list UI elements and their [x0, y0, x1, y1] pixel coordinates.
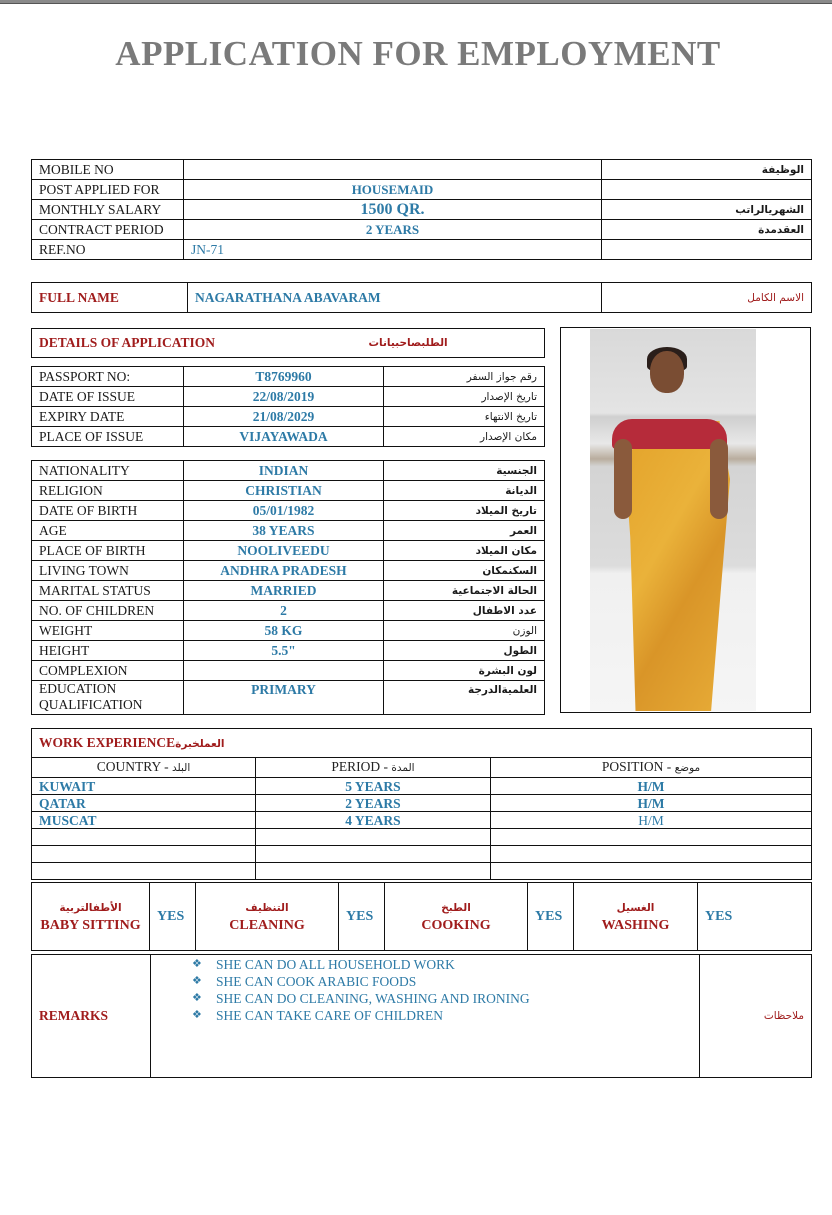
table-header-row [32, 758, 812, 778]
remarks-text: SHE CAN TAKE CARE OF CHILDREN [216, 1008, 444, 1023]
skill-label-en: COOKING [421, 917, 491, 933]
table-row [32, 387, 545, 407]
work-position: H/M [491, 812, 812, 829]
table-row [32, 367, 545, 387]
mobile-value [184, 160, 602, 180]
dob-value: 05/01/1982 [184, 501, 384, 521]
remarks-list [158, 956, 692, 1024]
table-row [32, 220, 812, 240]
job-arabic-label: الوظيفة [602, 160, 812, 180]
education-value: PRIMARY [184, 681, 384, 715]
work-experience-title-ar: العملخبرة [175, 737, 225, 750]
remarks-arabic-label: ملاحظات [700, 955, 812, 1078]
remarks-list-item [186, 990, 692, 1007]
remarks-list-item [186, 956, 692, 973]
remarks-content [151, 955, 700, 1078]
weight-arabic: الوزن [384, 621, 545, 641]
religion-arabic: الديانة [384, 481, 545, 501]
details-header-label: DETAILS OF APPLICATION [32, 329, 362, 358]
work-country [32, 863, 256, 880]
living-town-value: ANDHRA PRADESH [184, 561, 384, 581]
column-header-country [32, 758, 256, 778]
skill-label-ar: الأطفالتربية [59, 901, 122, 914]
religion-value: CHRISTIAN [184, 481, 384, 501]
top-border-bar [0, 0, 832, 4]
remarks-list-item [186, 973, 692, 990]
skill-cleaning-value: YES [339, 883, 385, 951]
work-position: H/M [491, 778, 812, 795]
marital-value: MARRIED [184, 581, 384, 601]
work-period: 4 YEARS [256, 812, 491, 829]
date-issue-label: DATE OF ISSUE [32, 387, 184, 407]
table-row [32, 427, 545, 447]
job-info-table [31, 159, 812, 260]
work-period [256, 863, 491, 880]
work-period [256, 846, 491, 863]
table-row [32, 561, 545, 581]
education-arabic: العلميةالدرجة [384, 681, 545, 715]
place-issue-label: PLACE OF ISSUE [32, 427, 184, 447]
passport-no-value: T8769960 [184, 367, 384, 387]
marital-arabic: الحالة الاجتماعية [384, 581, 545, 601]
table-row [32, 283, 812, 313]
pob-label: PLACE OF BIRTH [32, 541, 184, 561]
remarks-text: SHE CAN DO ALL HOUSEHOLD WORK [216, 957, 455, 972]
table-row [32, 160, 812, 180]
table-row [32, 601, 545, 621]
table-row [32, 481, 545, 501]
nationality-label: NATIONALITY [32, 461, 184, 481]
table-row [32, 846, 812, 863]
date-issue-arabic: تاريخ الإصدار [384, 387, 545, 407]
photo-arm-left [614, 439, 632, 519]
table-row [32, 795, 812, 812]
work-position [491, 863, 812, 880]
column-header-en: POSITION - [601, 759, 672, 774]
salary-label: MONTHLY SALARY [32, 200, 184, 220]
diamond-bullet-icon: ❖ [192, 975, 202, 987]
full-name-value: NAGARATHANA ABAVARAM [188, 283, 602, 313]
weight-value: 58 KG [184, 621, 384, 641]
age-value: 38 YEARS [184, 521, 384, 541]
complexion-arabic: لون البشرة [384, 661, 545, 681]
table-row [32, 641, 545, 661]
height-arabic: الطول [384, 641, 545, 661]
skill-label-ar: الغسيل [616, 901, 655, 914]
education-label-line2: QUALIFICATION [39, 697, 143, 712]
applicant-photo [590, 329, 756, 711]
full-name-label: FULL NAME [32, 283, 188, 313]
table-row [32, 461, 545, 481]
column-header-ar: المدة [391, 762, 415, 774]
remarks-list-item [186, 1007, 692, 1024]
table-row [32, 180, 812, 200]
skill-label-ar: الطبخ [441, 901, 471, 914]
post-label: POST APPLIED FOR [32, 180, 184, 200]
table-row [32, 729, 812, 758]
weight-label: WEIGHT [32, 621, 184, 641]
skill-label-en: CLEANING [229, 917, 305, 933]
photo-arm-right [710, 439, 728, 519]
column-header-period [256, 758, 491, 778]
column-header-en: COUNTRY - [96, 759, 169, 774]
table-row [32, 581, 545, 601]
table-row [32, 407, 545, 427]
mobile-label: MOBILE NO [32, 160, 184, 180]
post-arabic-label [602, 180, 812, 200]
skill-washing-value: YES [698, 883, 812, 951]
passport-table [31, 366, 545, 447]
skill-washing [574, 883, 698, 951]
children-arabic: عدد الاطفال [384, 601, 545, 621]
table-row [32, 778, 812, 795]
passport-no-arabic: رقم جواز السفر [384, 367, 545, 387]
dob-arabic: تاريخ الميلاد [384, 501, 545, 521]
expiry-label: EXPIRY DATE [32, 407, 184, 427]
column-header-ar: البلد [171, 762, 191, 774]
remarks-label: REMARKS [32, 955, 151, 1078]
work-position [491, 829, 812, 846]
work-country: MUSCAT [32, 812, 256, 829]
children-value: 2 [184, 601, 384, 621]
table-row [32, 661, 545, 681]
diamond-bullet-icon: ❖ [192, 992, 202, 1004]
skill-baby-sitting-value: YES [150, 883, 196, 951]
remarks-text: SHE CAN COOK ARABIC FOODS [216, 974, 417, 989]
complexion-label: COMPLEXION [32, 661, 184, 681]
living-town-label: LIVING TOWN [32, 561, 184, 581]
table-row [32, 812, 812, 829]
work-experience-title-en: WORK EXPERIENCE [39, 734, 176, 750]
page-title: APPLICATION FOR EMPLOYMENT [115, 34, 721, 73]
height-value: 5.5" [184, 641, 384, 661]
skill-cooking-value: YES [528, 883, 574, 951]
table-row [32, 863, 812, 880]
work-period [256, 829, 491, 846]
work-country [32, 846, 256, 863]
table-row [32, 955, 812, 1078]
nationality-arabic: الجنسية [384, 461, 545, 481]
expiry-value: 21/08/2029 [184, 407, 384, 427]
place-issue-arabic: مكان الإصدار [384, 427, 545, 447]
passport-no-label: PASSPORT NO: [32, 367, 184, 387]
refno-value: JN-71 [184, 240, 602, 260]
work-experience-title [32, 729, 812, 758]
place-issue-value: VIJAYAWADA [184, 427, 384, 447]
remarks-text: SHE CAN DO CLEANING, WASHING AND IRONING [216, 991, 530, 1006]
height-label: HEIGHT [32, 641, 184, 661]
remarks-table [31, 954, 812, 1078]
table-row [32, 240, 812, 260]
table-row [32, 521, 545, 541]
refno-label: REF.NO [32, 240, 184, 260]
work-position [491, 846, 812, 863]
column-header-ar: موضع [674, 762, 701, 774]
salary-value: 1500 QR. [184, 200, 602, 220]
table-row [32, 829, 812, 846]
personal-details-table [31, 460, 545, 715]
expiry-arabic: تاريخ الانتهاء [384, 407, 545, 427]
table-row [32, 621, 545, 641]
salary-arabic-label: الشهريالراتب [602, 200, 812, 220]
skill-baby-sitting [32, 883, 150, 951]
table-row [32, 883, 812, 951]
work-country [32, 829, 256, 846]
marital-label: MARITAL STATUS [32, 581, 184, 601]
dob-label: DATE OF BIRTH [32, 501, 184, 521]
column-header-position [491, 758, 812, 778]
work-country: KUWAIT [32, 778, 256, 795]
table-row [32, 501, 545, 521]
pob-value: NOOLIVEEDU [184, 541, 384, 561]
contract-label: CONTRACT PERIOD [32, 220, 184, 240]
children-label: NO. OF CHILDREN [32, 601, 184, 621]
skill-cooking [385, 883, 528, 951]
work-period: 5 YEARS [256, 778, 491, 795]
nationality-value: INDIAN [184, 461, 384, 481]
education-label [32, 681, 184, 715]
photo-frame [560, 327, 811, 713]
skills-table [31, 882, 812, 951]
work-experience-table [31, 728, 812, 880]
refno-arabic-label [602, 240, 812, 260]
work-country: QATAR [32, 795, 256, 812]
date-issue-value: 22/08/2019 [184, 387, 384, 407]
table-row [32, 541, 545, 561]
diamond-bullet-icon: ❖ [192, 1009, 202, 1021]
complexion-value [184, 661, 384, 681]
work-position: H/M [491, 795, 812, 812]
photo-head-shape [650, 351, 684, 393]
table-row [32, 200, 812, 220]
religion-label: RELIGION [32, 481, 184, 501]
work-period: 2 YEARS [256, 795, 491, 812]
skill-label-ar: التنظيف [245, 901, 289, 914]
details-header-table [31, 328, 545, 358]
diamond-bullet-icon: ❖ [192, 958, 202, 970]
age-label: AGE [32, 521, 184, 541]
full-name-arabic-label: الاسم الكامل [602, 283, 812, 313]
contract-value: 2 YEARS [184, 220, 602, 240]
table-row [32, 681, 545, 715]
pob-arabic: مكان الميلاد [384, 541, 545, 561]
table-row [32, 329, 545, 358]
skill-label-en: BABY SITTING [40, 917, 141, 933]
post-value: HOUSEMAID [184, 180, 602, 200]
contract-arabic-label: العقدمدة [602, 220, 812, 240]
education-label-line1: EDUCATION [39, 681, 117, 696]
living-town-arabic: السكنمكان [384, 561, 545, 581]
column-header-en: PERIOD - [331, 759, 389, 774]
skill-cleaning [196, 883, 339, 951]
skill-label-en: WASHING [601, 917, 670, 933]
age-arabic: العمر [384, 521, 545, 541]
details-header-arabic: الطلبصاحبيانات [362, 329, 545, 358]
full-name-table [31, 282, 812, 313]
